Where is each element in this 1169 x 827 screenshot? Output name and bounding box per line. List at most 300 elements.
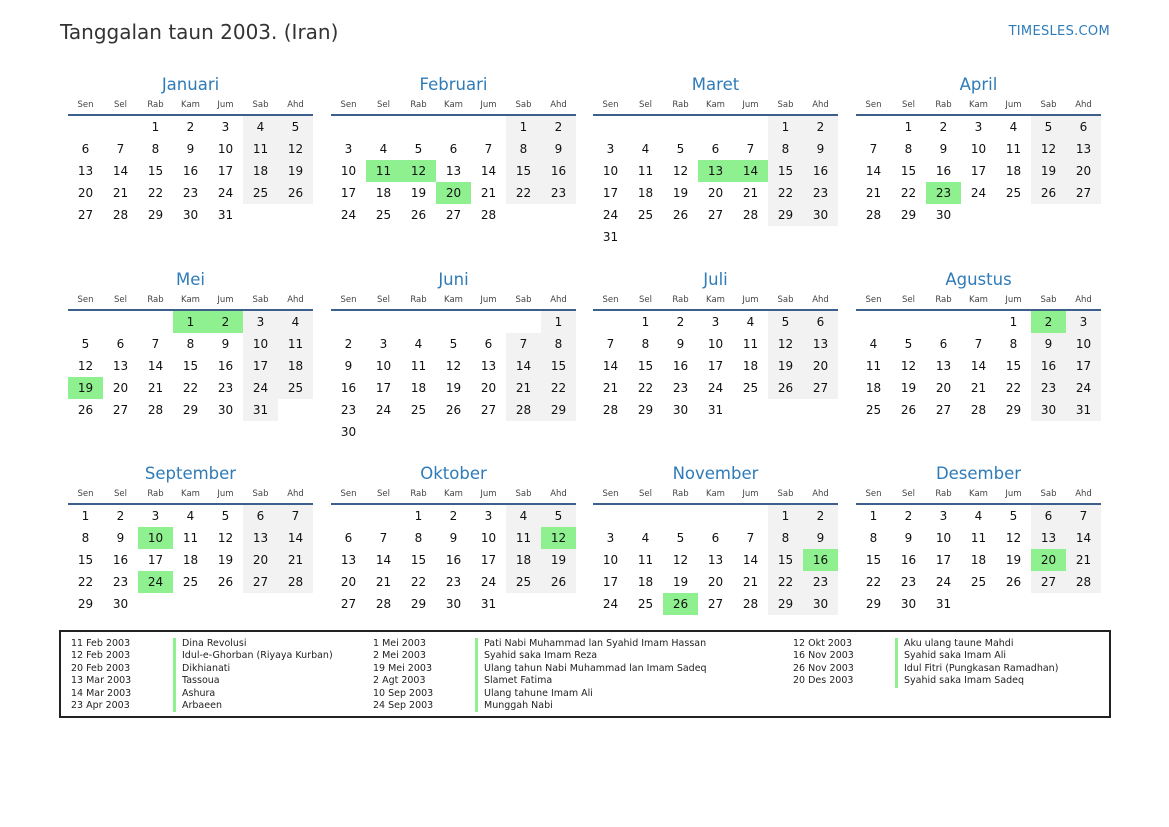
holiday-date: 2 Mei 2003 bbox=[373, 650, 426, 662]
month-name: November bbox=[672, 464, 759, 483]
day-cell: 21 bbox=[375, 575, 392, 589]
day-cell: 18 bbox=[375, 186, 392, 200]
weekday-label: Rab bbox=[672, 295, 689, 305]
holiday-day: 2 bbox=[1031, 311, 1066, 333]
day-cell: 3 bbox=[606, 142, 615, 156]
day-cell: 29 bbox=[1005, 403, 1022, 417]
day-cell: 15 bbox=[637, 359, 654, 373]
holiday-date: 2 Agt 2003 bbox=[373, 675, 426, 687]
holiday-date: 13 Mar 2003 bbox=[71, 675, 132, 687]
day-cell: 19 bbox=[278, 160, 313, 182]
day-cell: 11 bbox=[410, 359, 427, 373]
holiday-date: 19 Mei 2003 bbox=[373, 662, 432, 674]
empty-cell bbox=[856, 311, 891, 333]
day-cell: 12 bbox=[278, 138, 313, 160]
day-cell: 30 bbox=[803, 204, 838, 226]
day-cell: 1 bbox=[1009, 315, 1018, 329]
day-cell: 7 bbox=[869, 142, 878, 156]
day-grid bbox=[856, 505, 1101, 615]
day-cell: 4 bbox=[186, 509, 195, 523]
weekday-label: Kam bbox=[181, 295, 200, 305]
day-cell: 28 bbox=[1066, 571, 1101, 593]
day-cell: 5 bbox=[1031, 116, 1066, 138]
holiday-row bbox=[373, 650, 707, 662]
day-cell: 27 bbox=[445, 208, 462, 222]
day-cell: 6 bbox=[711, 531, 720, 545]
empty-cell bbox=[593, 116, 628, 138]
day-cell: 30 bbox=[112, 597, 129, 611]
holiday-name: Pati Nabi Muhammad lan Syahid Imam Hassan bbox=[475, 638, 706, 650]
day-cell: 11 bbox=[742, 337, 759, 351]
holiday-day: 19 bbox=[68, 377, 103, 399]
month-juli bbox=[593, 269, 838, 421]
weekday-label: Rab bbox=[147, 295, 164, 305]
day-grid bbox=[68, 116, 313, 226]
weekday-label: Kam bbox=[706, 295, 725, 305]
month-name: April bbox=[959, 75, 998, 94]
weekday-label: Kam bbox=[181, 489, 200, 499]
day-cell: 24 bbox=[340, 208, 357, 222]
day-cell: 13 bbox=[803, 333, 838, 355]
day-cell: 1 bbox=[641, 315, 650, 329]
month-name: Juli bbox=[703, 270, 728, 289]
month-februari bbox=[331, 74, 576, 226]
weekday-label: Sab bbox=[1040, 295, 1057, 305]
day-cell: 21 bbox=[147, 381, 164, 395]
day-cell: 9 bbox=[904, 531, 913, 545]
holiday-date: 12 Feb 2003 bbox=[71, 650, 131, 662]
day-cell: 8 bbox=[641, 337, 650, 351]
day-cell: 4 bbox=[869, 337, 878, 351]
day-cell: 4 bbox=[379, 142, 388, 156]
day-cell: 26 bbox=[217, 575, 234, 589]
empty-cell bbox=[331, 505, 366, 527]
day-cell: 3 bbox=[344, 142, 353, 156]
day-cell: 9 bbox=[449, 531, 458, 545]
site-link[interactable]: TIMESLES.COM bbox=[1008, 24, 1110, 39]
day-cell: 19 bbox=[445, 381, 462, 395]
day-cell: 24 bbox=[243, 377, 278, 399]
day-cell: 20 bbox=[935, 381, 952, 395]
day-cell: 4 bbox=[746, 315, 755, 329]
weekday-label: Sel bbox=[902, 100, 915, 110]
month-mei bbox=[68, 269, 313, 421]
day-cell: 3 bbox=[939, 509, 948, 523]
holiday-name: Slamet Fatima bbox=[475, 675, 552, 687]
empty-cell bbox=[436, 311, 471, 333]
weekday-label: Kam bbox=[706, 489, 725, 499]
day-cell: 5 bbox=[768, 311, 803, 333]
day-cell: 28 bbox=[602, 403, 619, 417]
holiday-name: Ashura bbox=[173, 688, 215, 700]
day-cell: 11 bbox=[1005, 142, 1022, 156]
day-cell: 28 bbox=[147, 403, 164, 417]
day-cell: 8 bbox=[541, 333, 576, 355]
day-cell: 12 bbox=[77, 359, 94, 373]
weekday-label: Sab bbox=[515, 100, 532, 110]
day-cell: 12 bbox=[900, 359, 917, 373]
weekday-label: Jum bbox=[742, 100, 759, 110]
day-cell: 30 bbox=[900, 597, 917, 611]
weekday-header bbox=[331, 291, 576, 311]
day-cell: 6 bbox=[81, 142, 90, 156]
weekday-label: Sab bbox=[515, 489, 532, 499]
day-cell: 24 bbox=[217, 186, 234, 200]
day-cell: 10 bbox=[340, 164, 357, 178]
empty-cell bbox=[593, 311, 628, 333]
weekday-label: Rab bbox=[147, 489, 164, 499]
day-cell: 29 bbox=[182, 403, 199, 417]
holiday-day: 11 bbox=[366, 160, 401, 182]
day-cell: 10 bbox=[217, 142, 234, 156]
day-cell: 25 bbox=[243, 182, 278, 204]
day-cell: 7 bbox=[278, 505, 313, 527]
day-cell: 12 bbox=[445, 359, 462, 373]
weekday-label: Rab bbox=[935, 295, 952, 305]
day-cell: 13 bbox=[1031, 527, 1066, 549]
weekday-label: Ahd bbox=[812, 489, 829, 499]
day-cell: 2 bbox=[904, 509, 913, 523]
holiday-date: 14 Mar 2003 bbox=[71, 687, 132, 699]
holiday-date: 20 Des 2003 bbox=[793, 675, 854, 687]
day-cell: 22 bbox=[77, 575, 94, 589]
weekday-label: Sab bbox=[1040, 489, 1057, 499]
day-cell: 1 bbox=[904, 120, 913, 134]
day-cell: 16 bbox=[935, 164, 952, 178]
empty-cell bbox=[471, 116, 506, 138]
day-cell: 3 bbox=[151, 509, 160, 523]
month-name: Desember bbox=[935, 464, 1022, 483]
day-cell: 16 bbox=[340, 381, 357, 395]
day-cell: 1 bbox=[541, 311, 576, 333]
day-cell: 24 bbox=[707, 381, 724, 395]
weekday-label: Kam bbox=[181, 100, 200, 110]
weekday-label: Ahd bbox=[550, 489, 567, 499]
holiday-list bbox=[59, 630, 1111, 718]
day-cell: 6 bbox=[116, 337, 125, 351]
weekday-label: Sel bbox=[639, 100, 652, 110]
day-grid bbox=[331, 505, 576, 615]
weekday-header bbox=[856, 291, 1101, 311]
day-cell: 11 bbox=[506, 527, 541, 549]
day-cell: 31 bbox=[1066, 399, 1101, 421]
day-cell: 25 bbox=[410, 403, 427, 417]
empty-cell bbox=[401, 116, 436, 138]
day-cell: 20 bbox=[707, 186, 724, 200]
weekday-header bbox=[593, 291, 838, 311]
day-cell: 15 bbox=[768, 549, 803, 571]
weekday-label: Ahd bbox=[550, 295, 567, 305]
day-cell: 21 bbox=[1066, 549, 1101, 571]
day-cell: 23 bbox=[900, 575, 917, 589]
day-cell: 30 bbox=[445, 597, 462, 611]
day-cell: 31 bbox=[243, 399, 278, 421]
day-cell: 14 bbox=[506, 355, 541, 377]
day-cell: 2 bbox=[803, 116, 838, 138]
day-cell: 14 bbox=[1066, 527, 1101, 549]
holiday-row bbox=[793, 650, 1058, 662]
day-cell: 29 bbox=[410, 597, 427, 611]
day-cell: 5 bbox=[676, 142, 685, 156]
empty-cell bbox=[733, 505, 768, 527]
empty-cell bbox=[628, 505, 663, 527]
weekday-label: Sel bbox=[639, 489, 652, 499]
day-cell: 5 bbox=[221, 509, 230, 523]
day-cell: 19 bbox=[672, 575, 689, 589]
day-cell: 26 bbox=[445, 403, 462, 417]
day-cell: 11 bbox=[637, 164, 654, 178]
day-cell: 2 bbox=[344, 337, 353, 351]
day-cell: 22 bbox=[410, 575, 427, 589]
day-cell: 22 bbox=[541, 377, 576, 399]
day-cell: 13 bbox=[935, 359, 952, 373]
empty-cell bbox=[698, 116, 733, 138]
weekday-label: Sel bbox=[377, 295, 390, 305]
weekday-label: Sel bbox=[377, 100, 390, 110]
weekday-label: Jum bbox=[1005, 295, 1022, 305]
weekday-label: Sab bbox=[777, 489, 794, 499]
month-name: Januari bbox=[161, 75, 220, 94]
day-cell: 5 bbox=[1009, 509, 1018, 523]
empty-cell bbox=[331, 311, 366, 333]
empty-cell bbox=[68, 116, 103, 138]
empty-cell bbox=[856, 116, 891, 138]
day-cell: 7 bbox=[506, 333, 541, 355]
day-cell: 1 bbox=[869, 509, 878, 523]
month-januari bbox=[68, 74, 313, 226]
day-cell: 10 bbox=[480, 531, 497, 545]
day-cell: 25 bbox=[278, 377, 313, 399]
weekday-label: Sel bbox=[114, 100, 127, 110]
day-cell: 9 bbox=[939, 142, 948, 156]
day-cell: 29 bbox=[541, 399, 576, 421]
day-cell: 7 bbox=[116, 142, 125, 156]
weekday-label: Ahd bbox=[812, 295, 829, 305]
month-name: Maret bbox=[691, 75, 740, 94]
day-cell: 28 bbox=[480, 208, 497, 222]
day-cell: 21 bbox=[602, 381, 619, 395]
day-cell: 10 bbox=[602, 164, 619, 178]
day-cell: 16 bbox=[445, 553, 462, 567]
weekday-header bbox=[856, 96, 1101, 116]
holiday-column bbox=[793, 638, 1058, 688]
weekday-label: Sen bbox=[77, 489, 94, 499]
empty-cell bbox=[366, 505, 401, 527]
day-cell: 27 bbox=[340, 597, 357, 611]
empty-cell bbox=[366, 311, 401, 333]
day-cell: 24 bbox=[1066, 377, 1101, 399]
weekday-label: Jum bbox=[217, 489, 234, 499]
day-cell: 17 bbox=[935, 553, 952, 567]
day-cell: 17 bbox=[375, 381, 392, 395]
weekday-label: Jum bbox=[480, 489, 497, 499]
day-cell: 2 bbox=[803, 505, 838, 527]
day-cell: 8 bbox=[768, 527, 803, 549]
day-cell: 16 bbox=[217, 359, 234, 373]
weekday-label: Jum bbox=[1005, 100, 1022, 110]
day-cell: 14 bbox=[742, 553, 759, 567]
weekday-label: Sab bbox=[777, 295, 794, 305]
day-cell: 10 bbox=[707, 337, 724, 351]
day-cell: 5 bbox=[904, 337, 913, 351]
month-name: Februari bbox=[419, 75, 488, 94]
day-cell: 23 bbox=[803, 182, 838, 204]
day-cell: 2 bbox=[449, 509, 458, 523]
day-cell: 21 bbox=[742, 575, 759, 589]
month-juni bbox=[331, 269, 576, 443]
day-cell: 4 bbox=[506, 505, 541, 527]
day-cell: 18 bbox=[1005, 164, 1022, 178]
weekday-label: Sab bbox=[252, 489, 269, 499]
day-cell: 27 bbox=[1031, 571, 1066, 593]
day-cell: 25 bbox=[742, 381, 759, 395]
weekday-header bbox=[331, 485, 576, 505]
day-cell: 16 bbox=[1031, 355, 1066, 377]
weekday-label: Ahd bbox=[287, 295, 304, 305]
day-cell: 7 bbox=[746, 531, 755, 545]
holiday-date: 11 Feb 2003 bbox=[71, 638, 131, 649]
day-cell: 5 bbox=[449, 337, 458, 351]
day-cell: 19 bbox=[1005, 553, 1022, 567]
weekday-label: Ahd bbox=[550, 100, 567, 110]
day-cell: 14 bbox=[278, 527, 313, 549]
day-cell: 13 bbox=[480, 359, 497, 373]
day-cell: 6 bbox=[1031, 505, 1066, 527]
day-cell: 8 bbox=[904, 142, 913, 156]
day-cell: 6 bbox=[449, 142, 458, 156]
day-cell: 26 bbox=[1031, 182, 1066, 204]
day-cell: 27 bbox=[77, 208, 94, 222]
day-cell: 22 bbox=[147, 186, 164, 200]
day-cell: 17 bbox=[243, 355, 278, 377]
day-cell: 15 bbox=[768, 160, 803, 182]
day-cell: 26 bbox=[278, 182, 313, 204]
holiday-date: 16 Nov 2003 bbox=[793, 650, 854, 662]
day-cell: 4 bbox=[414, 337, 423, 351]
holiday-name: Ulang tahune Imam Ali bbox=[475, 688, 593, 700]
day-cell: 15 bbox=[182, 359, 199, 373]
weekday-label: Jum bbox=[217, 100, 234, 110]
weekday-label: Sen bbox=[602, 100, 619, 110]
empty-cell bbox=[401, 311, 436, 333]
day-cell: 23 bbox=[541, 182, 576, 204]
day-cell: 28 bbox=[375, 597, 392, 611]
weekday-label: Sen bbox=[340, 295, 357, 305]
day-cell: 12 bbox=[768, 333, 803, 355]
day-cell: 16 bbox=[672, 359, 689, 373]
holiday-name: Tassoua bbox=[173, 675, 220, 687]
holiday-row bbox=[71, 663, 333, 675]
empty-cell bbox=[366, 116, 401, 138]
day-cell: 21 bbox=[278, 549, 313, 571]
day-cell: 18 bbox=[182, 553, 199, 567]
weekday-label: Ahd bbox=[287, 100, 304, 110]
day-cell: 15 bbox=[410, 553, 427, 567]
weekday-label: Rab bbox=[672, 100, 689, 110]
empty-cell bbox=[628, 116, 663, 138]
holiday-name: Arbaeen bbox=[173, 700, 222, 712]
weekday-label: Sen bbox=[340, 100, 357, 110]
day-cell: 17 bbox=[707, 359, 724, 373]
day-cell: 25 bbox=[970, 575, 987, 589]
weekday-label: Kam bbox=[444, 489, 463, 499]
day-cell: 26 bbox=[900, 403, 917, 417]
day-cell: 28 bbox=[742, 597, 759, 611]
weekday-label: Sab bbox=[252, 295, 269, 305]
day-cell: 8 bbox=[506, 138, 541, 160]
day-cell: 15 bbox=[147, 164, 164, 178]
day-cell: 13 bbox=[77, 164, 94, 178]
day-cell: 27 bbox=[480, 403, 497, 417]
holiday-date: 24 Sep 2003 bbox=[373, 699, 434, 711]
day-cell: 8 bbox=[186, 337, 195, 351]
day-cell: 24 bbox=[935, 575, 952, 589]
day-cell: 14 bbox=[602, 359, 619, 373]
empty-cell bbox=[593, 505, 628, 527]
day-cell: 21 bbox=[506, 377, 541, 399]
weekday-header bbox=[68, 96, 313, 116]
day-cell: 1 bbox=[81, 509, 90, 523]
day-cell: 17 bbox=[1066, 355, 1101, 377]
page-title: Tanggalan taun 2003. (Iran) bbox=[60, 20, 339, 44]
day-cell: 9 bbox=[541, 138, 576, 160]
holiday-name: Dina Revolusi bbox=[173, 638, 247, 650]
empty-cell bbox=[331, 116, 366, 138]
day-cell: 25 bbox=[182, 575, 199, 589]
empty-cell bbox=[471, 311, 506, 333]
weekday-label: Rab bbox=[935, 489, 952, 499]
day-grid bbox=[68, 505, 313, 615]
day-cell: 3 bbox=[1066, 311, 1101, 333]
day-cell: 7 bbox=[746, 142, 755, 156]
weekday-label: Ahd bbox=[1075, 295, 1092, 305]
day-cell: 8 bbox=[414, 531, 423, 545]
weekday-label: Kam bbox=[969, 100, 988, 110]
holiday-day: 16 bbox=[803, 549, 838, 571]
weekday-label: Sen bbox=[865, 295, 882, 305]
day-grid bbox=[593, 505, 838, 615]
day-cell: 22 bbox=[1005, 381, 1022, 395]
day-cell: 15 bbox=[541, 355, 576, 377]
day-cell: 26 bbox=[1005, 575, 1022, 589]
day-cell: 4 bbox=[278, 311, 313, 333]
day-cell: 19 bbox=[541, 549, 576, 571]
day-cell: 6 bbox=[344, 531, 353, 545]
day-cell: 6 bbox=[1066, 116, 1101, 138]
day-cell: 22 bbox=[182, 381, 199, 395]
day-cell: 11 bbox=[970, 531, 987, 545]
day-cell: 9 bbox=[1031, 333, 1066, 355]
weekday-label: Jum bbox=[742, 489, 759, 499]
day-cell: 13 bbox=[112, 359, 129, 373]
day-cell: 16 bbox=[900, 553, 917, 567]
day-cell: 28 bbox=[278, 571, 313, 593]
day-cell: 13 bbox=[707, 553, 724, 567]
weekday-label: Rab bbox=[410, 489, 427, 499]
day-cell: 9 bbox=[116, 531, 125, 545]
day-cell: 6 bbox=[243, 505, 278, 527]
weekday-label: Kam bbox=[706, 100, 725, 110]
day-cell: 25 bbox=[506, 571, 541, 593]
weekday-label: Sen bbox=[865, 100, 882, 110]
day-cell: 30 bbox=[935, 208, 952, 222]
weekday-label: Jum bbox=[1005, 489, 1022, 499]
holiday-day: 1 bbox=[173, 311, 208, 333]
weekday-label: Jum bbox=[480, 295, 497, 305]
day-cell: 3 bbox=[243, 311, 278, 333]
day-cell: 29 bbox=[77, 597, 94, 611]
empty-cell bbox=[663, 505, 698, 527]
